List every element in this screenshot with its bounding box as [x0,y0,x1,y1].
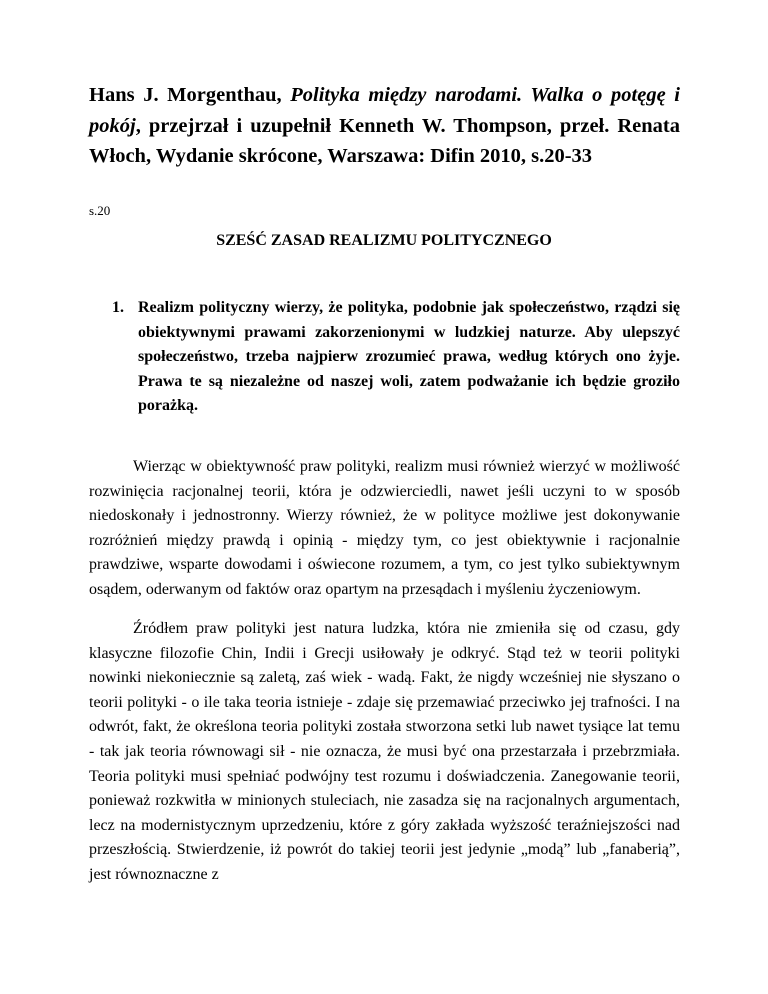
page-reference: s.20 [89,203,111,218]
citation-heading [89,80,680,172]
citation-details: , przejrzał i uzupełnił Kenneth W. Thompson, przeł. Renata Włoch, Wydanie skrócone, Warszawa: Difin 2010, s.20-33 [89,114,680,167]
citation-book-title: Polityka między narodami. Walka o potęgę i pokój [89,84,681,137]
section-title: SZEŚĆ ZASAD REALIZMU POLITYCZNEGO [216,232,552,249]
citation-author: Hans J. Morgenthau, [89,84,282,106]
body-paragraph-1: Wierząc w obiektywność praw polityki, realizm musi również wierzyć w możliwość rozwinięcia racjonalnej teorii, która je odzwierciedli, nawet jeśli uczyni to w sposób niedoskonały i jednostronny. Wierzy również, że w polityce możliwe jest dokonywanie rozróżnień między prawdą i opinią - między tym, co jest obiektywnie i racjonalnie prawdziwe, wsparte dowodami i oświecone rozumem, a tym, co jest tylko subiektywnym osądem, oderwanym od faktów oraz opartym na przesądach i myśleniu życzeniowym. [89,458,680,598]
principle-item [112,296,680,419]
principle-number: 1. [112,299,124,316]
body-paragraph-2: Źródłem praw polityki jest natura ludzka, która nie zmieniła się od czasu, gdy klasyczne filozofie Chin, Indii i Grecji usiłowały je odkryć. Stąd też w teorii polityki nowinki niekoniecznie są zaletą, zaś wiek - wadą. Fakt, że nigdy wcześniej nie słyszano o teorii polityki - o ile taka teoria istnieje - zdaje się przemawiać przeciwko jej trafności. I na odwrót, fakt, że określona teoria polityki została stworzona setki lub nawet tysiące lat temu - tak jak teoria równowagi sił - nie oznacza, że musi być ona przestarzała i przebrzmiała. Teoria polityki musi spełniać podwójny test rozumu i doświadczenia. Zanegowanie teorii, ponieważ rozkwitła w minionych stuleciach, nie zasadza się na racjonalnych argumentach, lecz na modernistycznym uprzedzeniu, które z góry zakłada wyższość teraźniejszości nad przeszłością. Stwierdzenie, iż powrót do takiej teorii jest jedynie „modą” lub „fanaberią”, jest równoznaczne z [89,620,680,883]
principle-text: Realizm polityczny wierzy, że polityka, podobnie jak społeczeństwo, rządzi się obiektywnymi prawami zakorzenionymi w ludzkiej naturze. Aby ulepszyć społeczeństwo, trzeba najpierw zrozumieć prawa, według których ono żyje. Prawa te są niezależne od naszej woli, zatem podważanie ich będzie groziło porażką. [138,299,680,415]
